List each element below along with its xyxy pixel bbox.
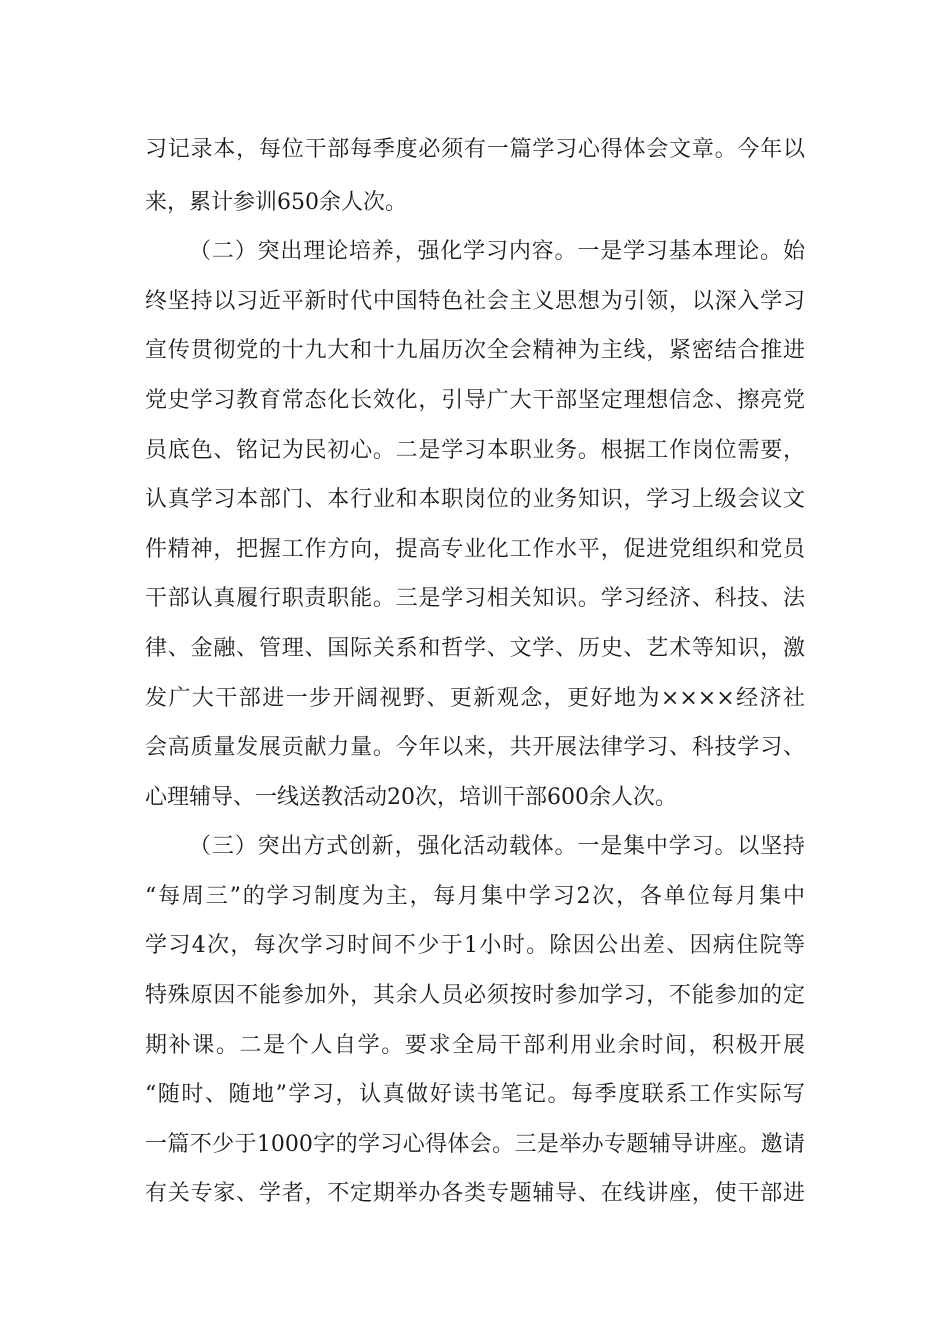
paragraph-heading-line: （二）突出理论培养，强化学习内容。一是学习基本理论。始 [189,239,805,264]
text-line: “随时、随地”学习，认真做好读书笔记。每季度联系工作实际写 [145,1082,805,1107]
text-line: 律、金融、管理、国际关系和哲学、文学、历史、艺术等知识，激 [145,636,805,661]
text-line: “每周三”的学习制度为主，每月集中学习2次，各单位每月集中 [145,884,805,909]
text-line: 员底色、铭记为民初心。二是学习本职业务。根据工作岗位需要， [145,438,805,463]
text-line: 会高质量发展贡献力量。今年以来，共开展法律学习、科技学习、 [145,735,805,760]
text-line: 干部认真履行职责职能。三是学习相关知识。学习经济、科技、法 [145,586,805,611]
text-line: 学习4次，每次学习时间不少于1小时。除因公出差、因病住院等 [145,933,805,958]
text-line: 期补课。二是个人自学。要求全局干部利用业余时间，积极开展 [145,1033,805,1058]
text-line: 来，累计参训650余人次。 [145,190,407,215]
text-line: 习记录本，每位干部每季度必须有一篇学习心得体会文章。今年以 [145,137,805,162]
text-line: 党史学习教育常态化长效化，引导广大干部坚定理想信念、擦亮党 [145,388,805,413]
text-line: 有关专家、学者，不定期举办各类专题辅导、在线讲座，使干部进 [145,1181,805,1206]
text-line: 宣传贯彻党的十九大和十九届历次全会精神为主线，紧密结合推进 [145,338,805,363]
text-line: 发广大干部进一步开阔视野、更新观念，更好地为××××经济社 [145,686,805,711]
text-line: 特殊原因不能参加外，其余人员必须按时参加学习，不能参加的定 [145,983,805,1008]
text-line: 件精神，把握工作方向，提高专业化工作水平，促进党组织和党员 [145,537,805,562]
paragraph-heading-line: （三）突出方式创新，强化活动载体。一是集中学习。以坚持 [189,834,805,859]
text-line: 一篇不少于1000字的学习心得体会。三是举办专题辅导讲座。邀请 [145,1132,805,1157]
text-line: 心理辅导、一线送教活动20次，培训干部600余人次。 [145,785,677,810]
text-line: 终坚持以习近平新时代中国特色社会主义思想为引领，以深入学习 [145,289,805,314]
text-line: 认真学习本部门、本行业和本职岗位的业务知识，学习上级会议文 [145,487,805,512]
